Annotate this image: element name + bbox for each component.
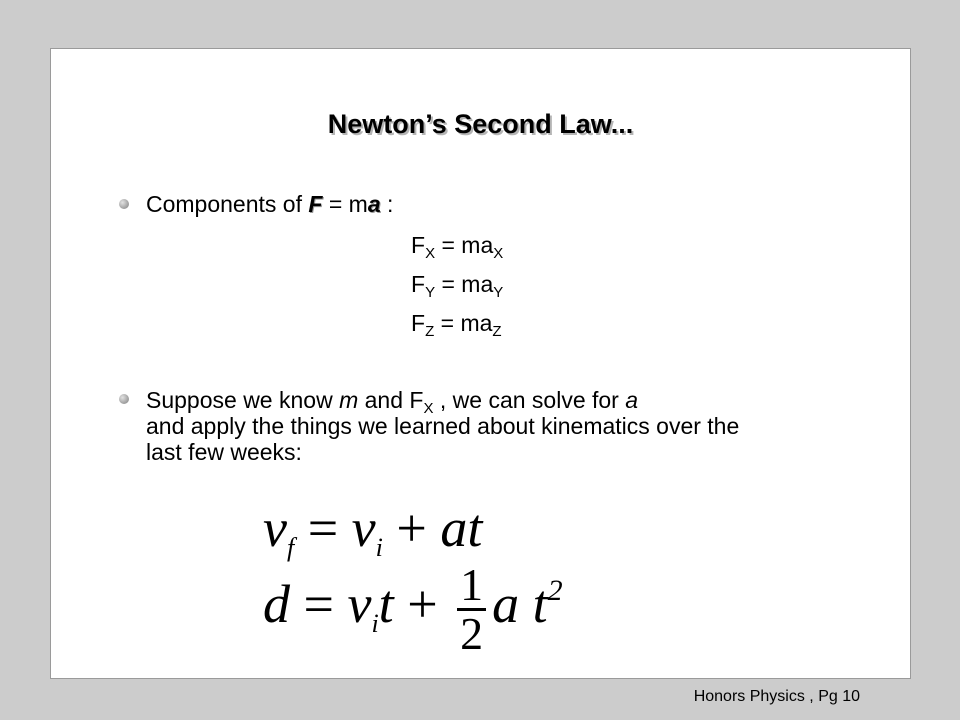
- suppose-line-1: Suppose we know m and $F_X$ , we can solve for a: [146, 387, 639, 417]
- slide-title: Newton’s Second Law...: [327, 109, 634, 139]
- bullet-components: [146, 193, 393, 216]
- accel-symbol: a: [367, 191, 381, 217]
- slide: [50, 48, 911, 679]
- equals-m: = m: [322, 191, 368, 217]
- suppose-line-3: last few weeks:: [146, 439, 302, 465]
- one-half-fraction: $\frac{1}{2}$: [457, 562, 486, 657]
- force-symbol: F: [308, 191, 323, 217]
- bullet-suppose: [146, 387, 739, 465]
- suppose-line-2: and apply the things we learned about kinematics over the: [146, 413, 740, 439]
- bullet-icon: [119, 394, 129, 404]
- component-eq-x: $F_X = ma_X$: [411, 232, 504, 262]
- component-eq-y: $F_Y = ma_Y$: [411, 271, 504, 301]
- components-prefix: Components of: [146, 191, 309, 217]
- slide-footer: Honors Physics , Pg 10: [693, 688, 860, 705]
- component-eq-z: $F_Z = ma_Z$: [411, 310, 502, 340]
- bullet-icon: [119, 199, 129, 209]
- kinematics-equation-distance: $d = v_it$ + $\frac{1}{2}$ a $t^2$: [263, 559, 563, 659]
- components-suffix: :: [380, 191, 394, 217]
- kinematics-equation-velocity: $v_f = v_i$ + at: [263, 498, 483, 562]
